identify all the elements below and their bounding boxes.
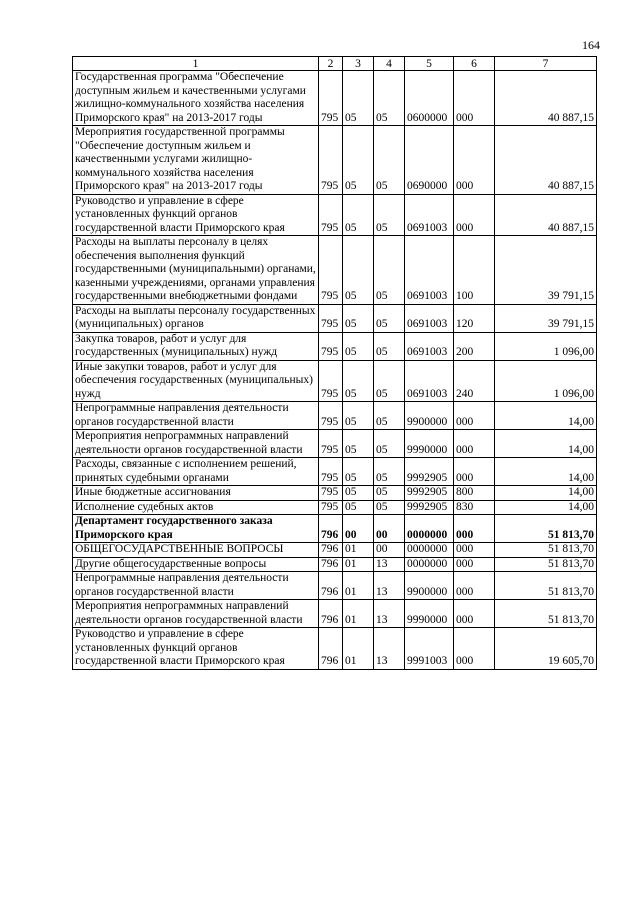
table-row [73, 486, 597, 501]
amount: 51 813,70 [495, 543, 597, 558]
amount: 1 096,00 [495, 332, 597, 360]
section-code: 01 [343, 557, 374, 572]
column-header: 4 [374, 57, 405, 71]
item-name: Иные закупки товаров, работ и услуг для обеспечения государственных (муниципальных) нужд [73, 360, 319, 402]
target-article-code: 0600000 [405, 71, 454, 126]
section-code: 05 [343, 402, 374, 430]
amount: 51 813,70 [495, 515, 597, 543]
expense-type-code: 000 [454, 572, 495, 600]
amount: 1 096,00 [495, 360, 597, 402]
item-name: Руководство и управление в сфере установленных функций органов государственной власти Приморского края [73, 194, 319, 236]
subsection-code: 05 [374, 304, 405, 332]
ministry-code: 795 [319, 236, 343, 305]
amount: 39 791,15 [495, 236, 597, 305]
section-code: 05 [343, 430, 374, 458]
section-code: 05 [343, 236, 374, 305]
amount: 51 813,70 [495, 572, 597, 600]
amount: 40 887,15 [495, 194, 597, 236]
table-row [73, 557, 597, 572]
ministry-code: 796 [319, 628, 343, 670]
section-code: 01 [343, 572, 374, 600]
ministry-code: 795 [319, 194, 343, 236]
item-name: Расходы, связанные с исполнением решений, принятых судебными органами [73, 458, 319, 486]
section-code: 01 [343, 543, 374, 558]
column-header: 1 [73, 57, 319, 71]
item-name: Расходы на выплаты персоналу государственных (муниципальных) органов [73, 304, 319, 332]
budget-table [72, 56, 597, 670]
expense-type-code: 000 [454, 600, 495, 628]
table-row [73, 628, 597, 670]
table-row [73, 600, 597, 628]
expense-type-code: 830 [454, 500, 495, 515]
table-row [73, 458, 597, 486]
item-name: Расходы на выплаты персоналу в целях обеспечения выполнения функций государственными (муниципальными) органами, казенными учреждениями, органами управления государственными внебюджетными фондами [73, 236, 319, 305]
item-name: Мероприятия непрограммных направлений деятельности органов государственной власти [73, 430, 319, 458]
table-row [73, 402, 597, 430]
section-code: 05 [343, 126, 374, 195]
subsection-code: 00 [374, 515, 405, 543]
table-row [73, 430, 597, 458]
item-name: Государственная программа "Обеспечение доступным жильем и качественными услугами жилищно-коммунального хозяйства населения Приморского края" на 2013-2017 годы [73, 71, 319, 126]
ministry-code: 796 [319, 557, 343, 572]
target-article-code: 9990000 [405, 430, 454, 458]
ministry-code: 795 [319, 500, 343, 515]
subsection-code: 00 [374, 543, 405, 558]
expense-type-code: 100 [454, 236, 495, 305]
item-name: Другие общегосударственные вопросы [73, 557, 319, 572]
ministry-code: 795 [319, 304, 343, 332]
item-name: ОБЩЕГОСУДАРСТВЕННЫЕ ВОПРОСЫ [73, 543, 319, 558]
target-article-code: 0000000 [405, 515, 454, 543]
expense-type-code: 200 [454, 332, 495, 360]
table-body [73, 71, 597, 670]
column-header: 2 [319, 57, 343, 71]
expense-type-code: 240 [454, 360, 495, 402]
ministry-code: 795 [319, 430, 343, 458]
section-code: 00 [343, 515, 374, 543]
ministry-code: 796 [319, 515, 343, 543]
table-row [73, 194, 597, 236]
subsection-code: 13 [374, 628, 405, 670]
section-code: 05 [343, 458, 374, 486]
item-name: Непрограммные направления деятельности органов государственной власти [73, 402, 319, 430]
subsection-code: 05 [374, 126, 405, 195]
expense-type-code: 000 [454, 458, 495, 486]
section-code: 01 [343, 628, 374, 670]
table-row [73, 572, 597, 600]
target-article-code: 9991003 [405, 628, 454, 670]
subsection-code: 05 [374, 360, 405, 402]
subsection-code: 13 [374, 557, 405, 572]
section-code: 05 [343, 304, 374, 332]
target-article-code: 0691003 [405, 332, 454, 360]
amount: 40 887,15 [495, 71, 597, 126]
ministry-code: 795 [319, 360, 343, 402]
ministry-code: 796 [319, 600, 343, 628]
expense-type-code: 000 [454, 430, 495, 458]
subsection-code: 13 [374, 572, 405, 600]
target-article-code: 0690000 [405, 126, 454, 195]
amount: 40 887,15 [495, 126, 597, 195]
table-row [73, 500, 597, 515]
amount: 14,00 [495, 430, 597, 458]
subsection-code: 05 [374, 500, 405, 515]
subsection-code: 05 [374, 458, 405, 486]
amount: 14,00 [495, 486, 597, 501]
expense-type-code: 000 [454, 557, 495, 572]
section-code: 05 [343, 332, 374, 360]
ministry-code: 796 [319, 543, 343, 558]
item-name: Руководство и управление в сфере установленных функций органов государственной власти Приморского края [73, 628, 319, 670]
target-article-code: 9900000 [405, 402, 454, 430]
ministry-code: 795 [319, 458, 343, 486]
table-row [73, 126, 597, 195]
subsection-code: 05 [374, 332, 405, 360]
ministry-code: 795 [319, 486, 343, 501]
expense-type-code: 000 [454, 126, 495, 195]
amount: 39 791,15 [495, 304, 597, 332]
column-header: 6 [454, 57, 495, 71]
item-name: Закупка товаров, работ и услуг для государственных (муниципальных) нужд [73, 332, 319, 360]
amount: 51 813,70 [495, 600, 597, 628]
page-number: 164 [582, 38, 600, 52]
item-name: Мероприятия государственной программы "Обеспечение доступным жильем и качественными услугами жилищно-коммунального хозяйства населения Приморского края" на 2013-2017 годы [73, 126, 319, 195]
subsection-code: 05 [374, 430, 405, 458]
table-row [73, 360, 597, 402]
target-article-code: 9992905 [405, 486, 454, 501]
target-article-code: 0691003 [405, 236, 454, 305]
section-code: 05 [343, 486, 374, 501]
expense-type-code: 000 [454, 628, 495, 670]
table-row [73, 236, 597, 305]
expense-type-code: 000 [454, 71, 495, 126]
subsection-code: 05 [374, 236, 405, 305]
item-name: Иные бюджетные ассигнования [73, 486, 319, 501]
target-article-code: 9992905 [405, 500, 454, 515]
ministry-code: 795 [319, 71, 343, 126]
expense-type-code: 000 [454, 515, 495, 543]
target-article-code: 9990000 [405, 600, 454, 628]
target-article-code: 9992905 [405, 458, 454, 486]
table-row [73, 543, 597, 558]
ministry-code: 795 [319, 332, 343, 360]
table-row [73, 332, 597, 360]
subsection-code: 05 [374, 71, 405, 126]
item-name: Исполнение судебных актов [73, 500, 319, 515]
item-name: Департамент государственного заказа Приморского края [73, 515, 319, 543]
target-article-code: 0000000 [405, 557, 454, 572]
expense-type-code: 000 [454, 194, 495, 236]
subsection-code: 05 [374, 486, 405, 501]
amount: 51 813,70 [495, 557, 597, 572]
ministry-code: 796 [319, 572, 343, 600]
expense-type-code: 120 [454, 304, 495, 332]
target-article-code: 0691003 [405, 194, 454, 236]
target-article-code: 0000000 [405, 543, 454, 558]
amount: 14,00 [495, 500, 597, 515]
section-code: 01 [343, 600, 374, 628]
subsection-code: 13 [374, 600, 405, 628]
section-code: 05 [343, 194, 374, 236]
column-header: 5 [405, 57, 454, 71]
amount: 14,00 [495, 402, 597, 430]
ministry-code: 795 [319, 402, 343, 430]
expense-type-code: 800 [454, 486, 495, 501]
expense-type-code: 000 [454, 402, 495, 430]
table-row [73, 304, 597, 332]
item-name: Мероприятия непрограммных направлений деятельности органов государственной власти [73, 600, 319, 628]
section-code: 05 [343, 500, 374, 515]
table-row [73, 71, 597, 126]
table-row [73, 515, 597, 543]
ministry-code: 795 [319, 126, 343, 195]
item-name: Непрограммные направления деятельности органов государственной власти [73, 572, 319, 600]
target-article-code: 9900000 [405, 572, 454, 600]
amount: 19 605,70 [495, 628, 597, 670]
target-article-code: 0691003 [405, 360, 454, 402]
subsection-code: 05 [374, 402, 405, 430]
amount: 14,00 [495, 458, 597, 486]
column-header: 3 [343, 57, 374, 71]
expense-type-code: 000 [454, 543, 495, 558]
table-header-row [73, 57, 597, 71]
column-header: 7 [495, 57, 597, 71]
target-article-code: 0691003 [405, 304, 454, 332]
subsection-code: 05 [374, 194, 405, 236]
section-code: 05 [343, 360, 374, 402]
section-code: 05 [343, 71, 374, 126]
